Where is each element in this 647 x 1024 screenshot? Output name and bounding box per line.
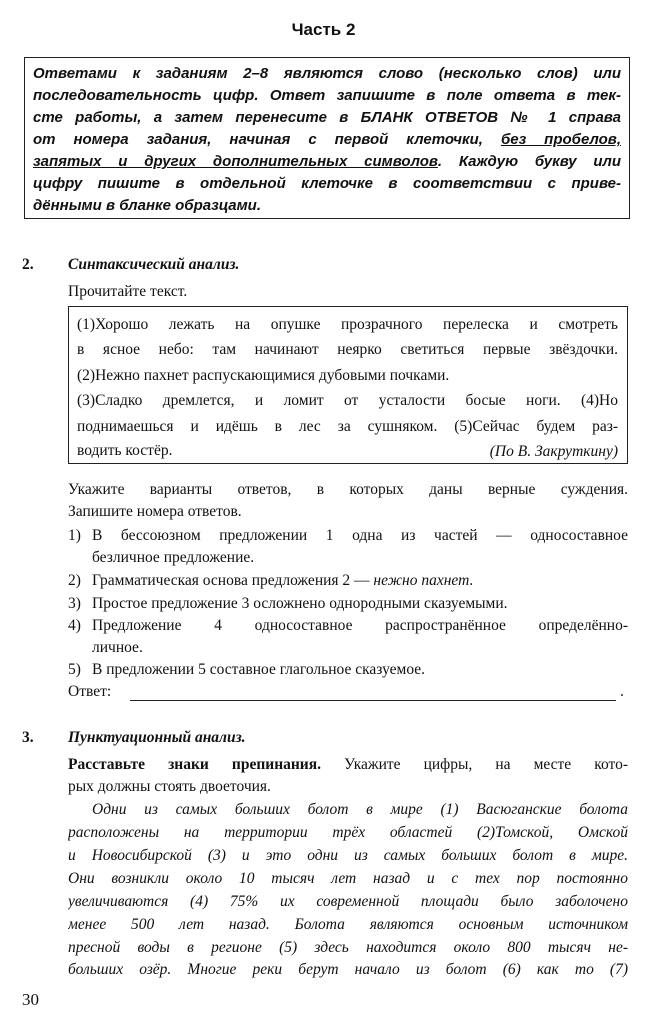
task-prompt	[68, 754, 628, 776]
option-text	[92, 570, 628, 592]
option-text: безличное предложение.	[92, 549, 255, 566]
text-line: (2)Нежно пахнет распускающимися дубовыми почками.	[77, 367, 450, 384]
text-line: расположены на территории трёх областей (2)Томской, Омской	[68, 824, 628, 841]
option-text: личное.	[92, 639, 143, 656]
text-line: (3)Сладко дремлется, и ломит от усталости босые ноги. (4)Но	[77, 392, 618, 409]
instruction-text: . Каждую букву или	[437, 153, 621, 170]
instruction-line: последовательность цифр. Ответ запишите в поле ответа в тек-	[33, 87, 621, 104]
task-number: 3.	[22, 729, 34, 746]
instruction-text: от номера задания, начиная с первой клеточки,	[33, 131, 483, 148]
instruction-line	[33, 151, 621, 173]
text-line: и Новосибирской (3) и это одни из самых больших болот в мире.	[68, 847, 628, 864]
option-number: 3)	[68, 595, 81, 612]
page-number: 30	[22, 990, 39, 1009]
prompt-text: Укажите цифры, на месте кото-	[344, 756, 628, 773]
option-text: Простое предложение 3 осложнено однородными сказуемыми.	[92, 595, 508, 612]
text-line: в ясное небо: там начинают неярко светиться первые звёздочки.	[77, 341, 618, 358]
answer-end: .	[620, 683, 624, 700]
text-line: (1)Хорошо лежать на опушке прозрачного перелеска и смотреть	[77, 316, 618, 333]
text-line: Они возникли около 10 тысяч лет назад и с тех пор постоянно	[68, 870, 628, 887]
instruction-line: дёнными в бланке образцами.	[33, 197, 262, 214]
option-number: 1)	[68, 527, 81, 544]
option-number: 2)	[68, 572, 81, 589]
option-text: Предложение 4 односоставное распространённое определённо-	[92, 617, 628, 634]
question-line: Укажите варианты ответов, в которых даны верные суждения.	[68, 481, 628, 498]
text-line: менее 500 лет назад. Болота являются основным источником	[68, 916, 628, 933]
task-title: Пунктуационный анализ.	[68, 729, 246, 746]
text-line: поднимаешься и идёшь в лес за сушняком. (5)Сейчас будем раз-	[77, 418, 618, 435]
text-line: больших озёр. Многие реки берут начало из болот (6) как то (7)	[68, 961, 628, 978]
prompt-bold: Расставьте знаки препинания.	[68, 756, 321, 773]
text-line: пресной воды в регионе (5) здесь находится около 800 тысяч не-	[68, 939, 628, 956]
instruction-line: Ответами к заданиям 2–8 являются слово (несколько слов) или	[33, 65, 621, 82]
option-text: В предложении 5 составное глагольное сказуемое.	[92, 661, 426, 678]
question-line: Запишите номера ответов.	[68, 503, 242, 520]
task-title: Синтаксический анализ.	[68, 256, 240, 273]
text-line: Одни из самых больших болот в мире (1) Васюганские болота	[92, 801, 628, 818]
task-prompt: рых должны стоять двоеточия.	[68, 778, 271, 795]
attribution: (По В. Закруткину)	[489, 443, 618, 460]
option-text: В бессоюзном предложении 1 одна из частей — односоставное	[92, 527, 628, 544]
instruction-line: цифру пишите в отдельной клеточке в соответствии с приве-	[33, 175, 621, 192]
option-text-end: .	[469, 572, 474, 589]
task-number: 2.	[22, 256, 34, 273]
answer-field[interactable]	[130, 700, 616, 701]
text-line: увеличиваются (4) 75% их современной площади было заболочено	[68, 893, 628, 910]
instruction-line: сте работы, а затем перенесите в БЛАНК ОТВЕТОВ № 1 справа	[33, 109, 621, 126]
option-number: 5)	[68, 661, 81, 678]
instruction-underlined: без пробелов,	[500, 131, 621, 148]
option-number: 4)	[68, 617, 81, 634]
answer-label: Ответ:	[68, 683, 112, 700]
task-prompt: Прочитайте текст.	[68, 283, 188, 300]
page-title: Часть 2	[291, 20, 356, 39]
option-text-italic: нежно пахнет	[373, 572, 470, 589]
option-text-plain: Грамматическая основа предложения 2 —	[92, 572, 370, 589]
text-line: водить костёр.	[77, 442, 173, 459]
instruction-line	[33, 129, 621, 151]
instruction-underlined: запятых и других дополнительных символов	[33, 153, 438, 170]
